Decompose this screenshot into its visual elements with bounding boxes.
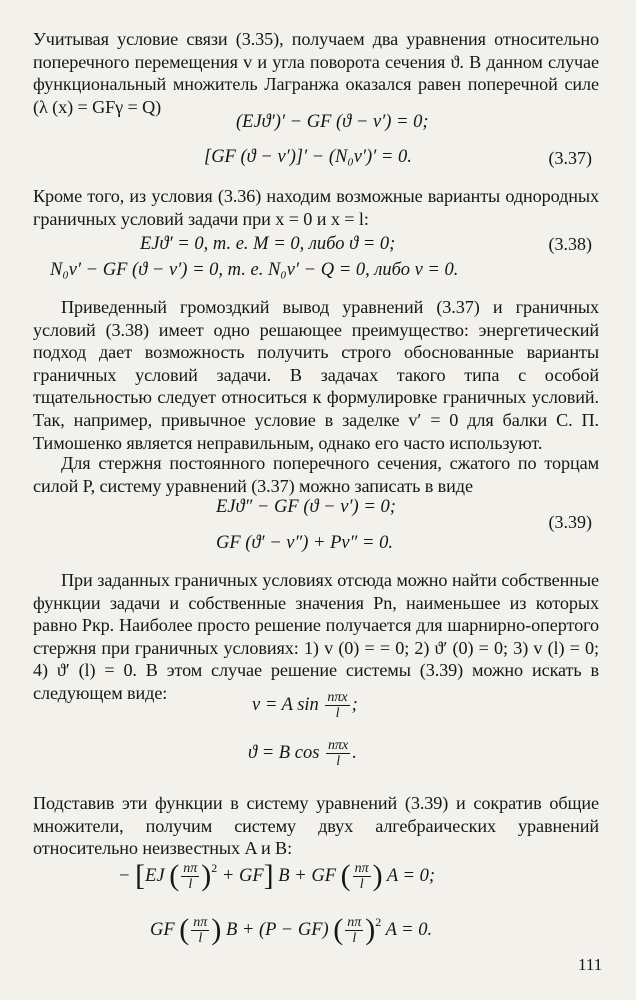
equation-3-38-line-2: N₀v′ − GF (ϑ − v′) = 0, т. е. N₀v′ − Q = 0, либо v = 0. (50, 260, 459, 280)
paragraph-2: Кроме того, из условия (3.36) находим возможные варианты однородных граничных условий задачи при x = 0 и x = l: (33, 186, 599, 229)
equation-3-39-line-1: EJϑ″ − GF (ϑ − v′) = 0; (216, 497, 396, 517)
algebraic-equation-1: − [EJ ( $\frac{n\pi}{l}$ )$^2$ + GF] B + GF ( $\frac{n\pi}{l}$ ) A = 0; (118, 859, 436, 893)
page-number: 111 (578, 955, 603, 974)
equation-3-38-line-1: EJϑ′ = 0, т. е. M = 0, либо ϑ = 0; (140, 234, 396, 254)
equation-3-37-line-2: [GF (ϑ − v′)]′ − (N₀v′)′ = 0. (204, 147, 412, 167)
paragraph-6: Подставив эти функции в систему уравнений (3.39) и сократив общие множители, получим систему двух алгебраических уравнений относительно неизвестных A и B: (33, 793, 599, 859)
equation-3-39-line-2: GF (ϑ′ − v″) + Pv″ = 0. (216, 533, 393, 553)
equation-3-37-line-1: (EJϑ′)′ − GF (ϑ − v′) = 0; (236, 112, 429, 132)
paragraph-3: Приведенный громоздкий вывод уравнений (3.37) и граничных условий (3.38) имеет одно решающее преимущество: энергетический подход дает возможность получить строго обоснованные варианты граничных условий задачи. В задачах такого типа с особой тщательностью следует относиться к формулировке граничных условий. Так, например, привычное условие в заделке v′ = 0 для балки С. П. Тимошенко является неправильным, однако его часто используют. (33, 297, 599, 453)
solution-v: v = A sin $\frac{\text{nπx}}{l}$ ; (252, 690, 358, 721)
equation-number-3-38: (3.38) (548, 234, 592, 254)
algebraic-equation-2: GF ( $\frac{n\pi}{l}$ ) B + (P − GF) ( $\frac{n\pi}{l}$ )$^2$ A = 0. (150, 913, 433, 947)
equation-number-3-37: (3.37) (548, 148, 592, 168)
paragraph-5: При заданных граничных условиях отсюда можно найти собственные функции задачи и собственные значения Pn, наименьшее из которых равно Pкр. Наиболее просто решение получается для шарнирно-опертого стержня при граничных условиях: 1) v (0) = = 0; 2) ϑ′ (0) = 0; 3) v (l) = 0; 4) ϑ′ (l) = 0. В этом случае решение системы (3.39) можно искать в следующем виде: (33, 570, 599, 703)
solution-theta: ϑ = B cos $\frac{\text{nπx}}{l}$ . (248, 738, 357, 769)
paragraph-1: Учитывая условие связи (3.35), получаем два уравнения относительно поперечного перемещения v и угла поворота сечения ϑ. В данном случае функциональный множитель Лагранжа оказался равен поперечной силе (λ (x) = GFγ = Q) (33, 29, 599, 117)
paragraph-4: Для стержня постоянного поперечного сечения, сжатого по торцам силой P, систему уравнений (3.37) можно записать в виде (33, 453, 599, 496)
equation-number-3-39: (3.39) (548, 512, 592, 532)
